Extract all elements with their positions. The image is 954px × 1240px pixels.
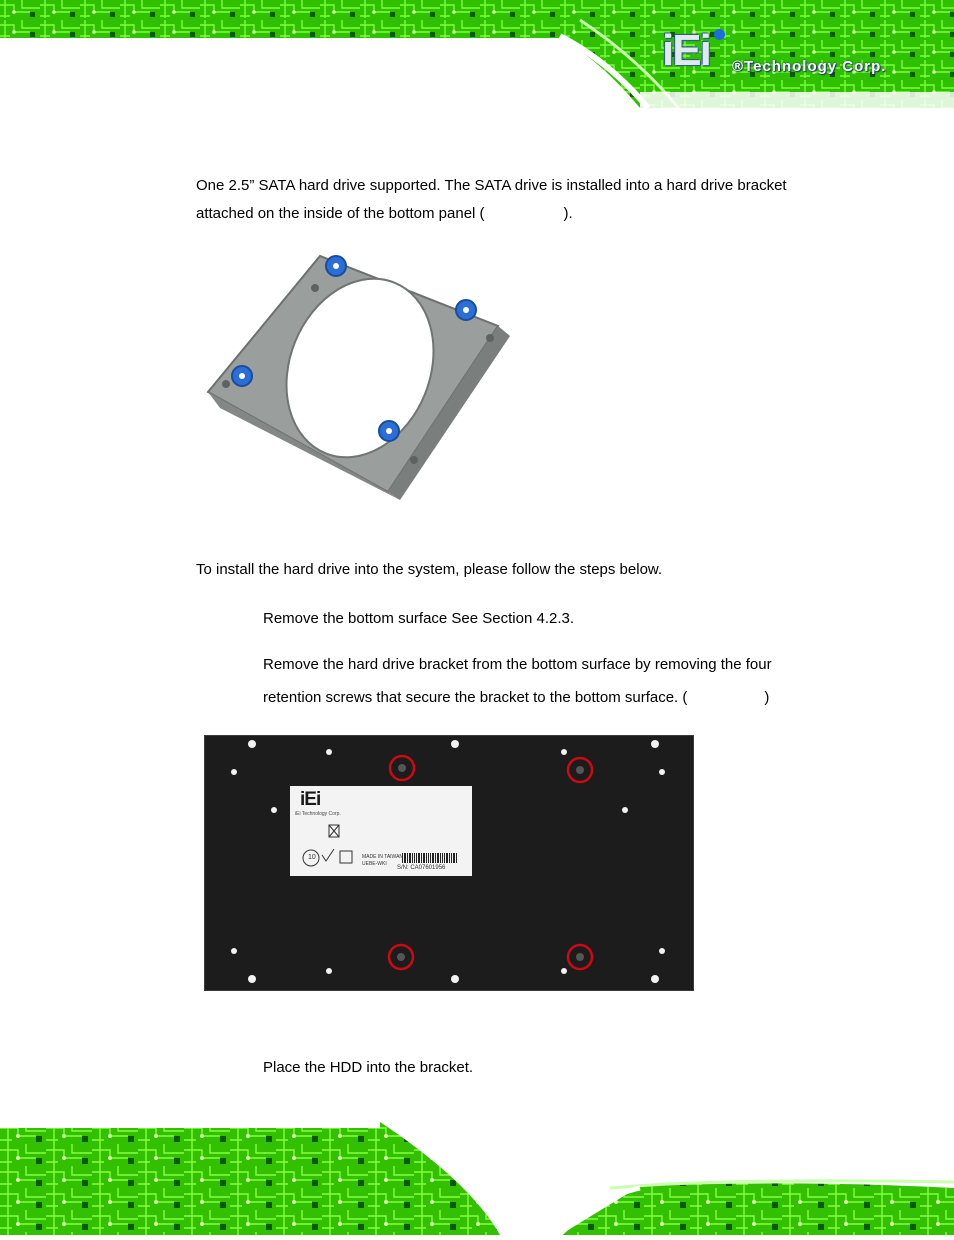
label-serial: S/N: CA07601956 (397, 865, 446, 871)
hdd-bracket-image (200, 248, 516, 500)
step-2-line-1: Remove the hard drive bracket from the bottom surface by removing the four (263, 656, 772, 673)
logo-mark: iEi (662, 26, 710, 75)
logo-tagline: ®Technology Corp. (732, 58, 887, 75)
intro-paragraph (196, 172, 836, 228)
label-badge: 10 (308, 854, 316, 861)
label-made-in: MADE IN TAIWAN (362, 854, 404, 860)
page-footer (0, 1122, 954, 1235)
step-2-line-2: retention screws that secure the bracket to the bottom surface. ( ) (263, 689, 770, 706)
label-brand: iEi (300, 789, 321, 810)
step-3-text: Place the HDD into the bracket. (263, 1059, 474, 1076)
label-model: UEBE-WKI (362, 861, 387, 867)
bottom-panel-image (204, 735, 694, 991)
intro-line-1: One 2.5” SATA hard drive supported. The SATA drive is installed into a hard drive bracket (196, 177, 787, 194)
install-intro: To install the hard drive into the system, please follow the steps below. (196, 561, 663, 578)
company-logo (662, 26, 922, 82)
step-2-text (263, 648, 863, 714)
label-brand-sub: iEi Technology Corp. (295, 811, 341, 817)
intro-line-2: attached on the inside of the bottom panel ( ). (196, 205, 573, 222)
circuit-footer-graphic (0, 1122, 954, 1235)
logo-dot (714, 29, 725, 40)
step-1-text: Remove the bottom surface See Section 4.2.3. (263, 610, 575, 627)
